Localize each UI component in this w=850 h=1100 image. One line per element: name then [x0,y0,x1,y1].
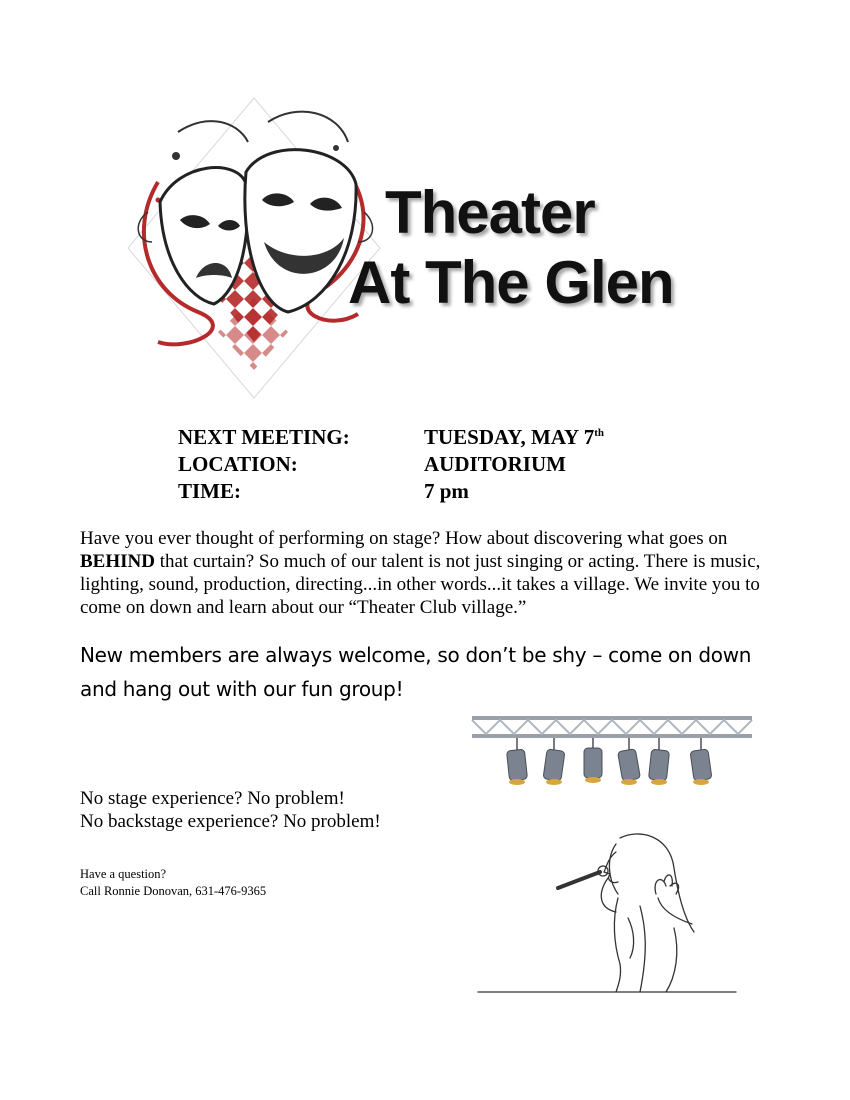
singer-icon [470,828,745,998]
contact-phone: Call Ronnie Donovan, 631-476-9365 [80,884,267,898]
date-suffix: th [594,427,604,439]
contact-question: Have a question? [80,867,167,881]
stage-experience-line: No stage experience? No problem! [80,788,345,809]
time-label: TIME: [178,479,241,503]
next-meeting-label: NEXT MEETING: [178,425,350,449]
page-title-line2: At The Glen [348,249,674,316]
stage-lights-icon [470,712,755,790]
intro-paragraph: Have you ever thought of performing on stage? How about discovering what goes on BEHIND that curtain? So much of our talent is not just singing or acting. There is music, lighting, sound, production, directing...in other words...it takes a village. We invite you to come on down and learn about our “Theater Club village.” [80,528,761,618]
location-label: LOCATION: [178,452,298,476]
behind-emphasis: BEHIND [80,551,155,572]
next-meeting-value: TUESDAY, MAY 7th [424,425,604,449]
page-title-line1: Theater [385,179,595,246]
welcome-message: New members are always welcome, so don’t be shy – come on down and hang out with our fun group! [80,643,752,701]
backstage-experience-line: No backstage experience? No problem! [80,811,381,832]
location-value: AUDITORIUM [424,452,566,476]
time-value: 7 pm [424,479,469,503]
